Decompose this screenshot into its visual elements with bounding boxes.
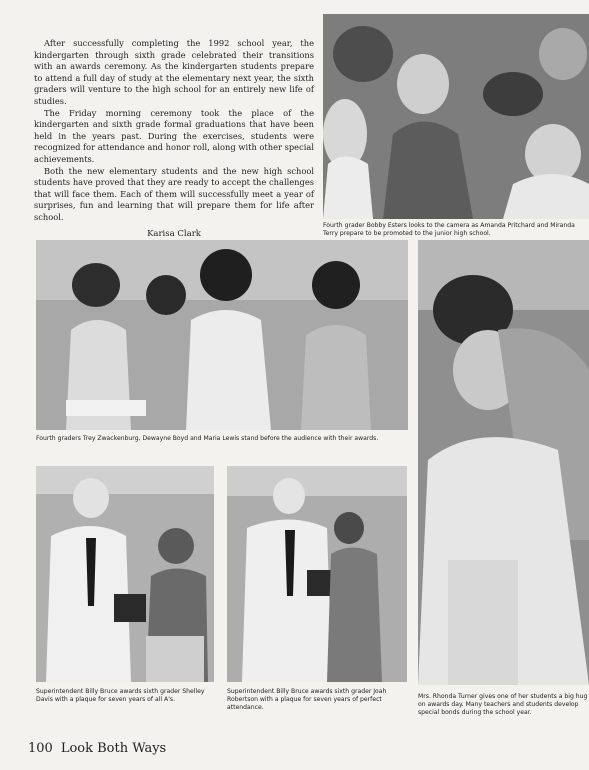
story-column [34,38,314,240]
story-paragraph-1: After successfully completing the 1992 school year, the kindergarten through sixth grade celebrated their transitions with an awards ceremony. As the kindergarten students prepare to attend a full day of study at the elementary next year, the sixth graders will venture to the high school for an entirely new life of studies. [34,38,314,106]
page-folio [28,741,166,756]
photo-students-seated [323,14,589,219]
photo-award-shelley-davis [36,466,214,682]
photo-teacher-hug [418,240,589,685]
page-number: 100 [28,741,53,756]
caption-top-right: Fourth grader Bobby Esters looks to the camera as Amanda Pritchard and Miranda Terry prepare to be promoted to the junior high school. [323,222,575,237]
photo-fourth-graders [36,240,408,430]
caption-bottom-left: Superintendent Billy Bruce awards sixth grader Shelley Davis with a plaque for seven years of all A's. [36,688,205,703]
caption-bottom-middle: Superintendent Billy Bruce awards sixth grader Joah Robertson with a plaque for seven years of perfect attendance. [227,688,387,711]
story-paragraph-3: Both the new elementary students and the new high school students have proved that they are ready to accept the challenges that will face them. Each of them will successfully meet a year of surprises, fun and learning that will prepare them for life after school. [34,165,314,222]
caption-bottom-right: Mrs. Rhonda Turner gives one of her students a big hug on awards day. Many teachers and students develop special bonds during the school year. [418,693,588,716]
byline: Karisa Clark [147,228,201,239]
story-paragraph-2: The Friday morning ceremony took the place of the kindergarten and sixth grade formal graduations that have been held in the years past. During the exercises, students were recognized for attendance and honor roll, along with other special achievements. [34,107,314,164]
photo-award-joah-robertson [227,466,407,682]
caption-middle-left: Fourth graders Trey Zwackenburg, Dewayne Boyd and Maria Lewis stand before the audience with their awards. [36,435,379,442]
section-title: Look Both Ways [60,741,167,756]
